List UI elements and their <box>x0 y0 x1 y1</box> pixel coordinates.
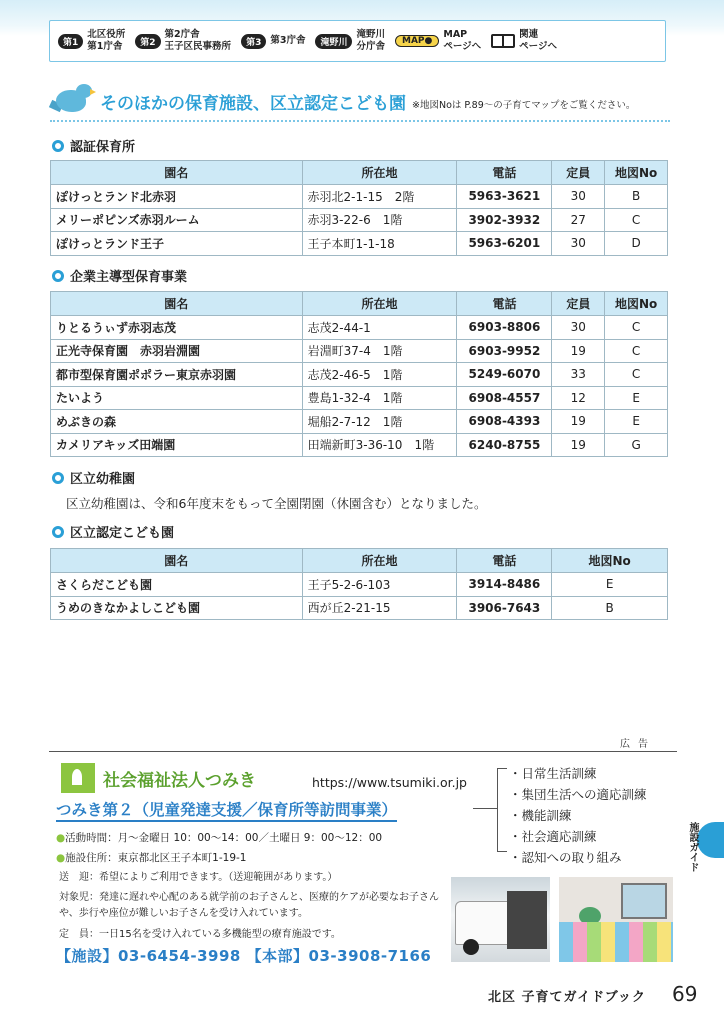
ad-service-name: つみき第２（児童発達支援／保育所等訪問事業） <box>56 798 397 822</box>
map-icon: MAP● <box>395 35 439 47</box>
table-row <box>51 339 668 363</box>
col-name: 園名 <box>51 292 303 316</box>
van-photo <box>451 877 550 962</box>
facility-capacity: 27 <box>552 208 605 232</box>
legend-badge: 第3 <box>241 34 266 49</box>
facility-address: 田端新町3-36-10 1階 <box>302 433 457 457</box>
legend-badge: 第1 <box>58 34 83 49</box>
kindergarten-note: 区立幼稚園は、令和6年度末をもって全園閉園（休園含む）となりました。 <box>66 496 487 511</box>
legend-item <box>58 29 125 53</box>
ad-target: 対象児：発達に遅れや心配のある就学前のお子さんと、医療的ケアが必要なお子さんや、歩行や座位が難しいお子さんを受け入れています。 <box>59 892 439 919</box>
bird-icon <box>50 80 96 120</box>
ad-label: 広告 <box>620 739 656 750</box>
facility-address: 王子5-2-6-103 <box>302 573 457 597</box>
facility-address: 赤羽3-22-6 1階 <box>302 208 457 232</box>
corporate-table <box>50 291 668 457</box>
facility-capacity: 12 <box>552 386 605 410</box>
col-tel: 電話 <box>457 549 552 573</box>
connector-line <box>473 808 497 809</box>
facility-tel: 5963-6201 <box>457 232 552 256</box>
facility-tel: 5963-3621 <box>457 185 552 209</box>
facility-tel: 6903-9952 <box>457 339 552 363</box>
facility-name: カメリアキッズ田端園 <box>51 433 303 457</box>
facility-capacity: 30 <box>552 185 605 209</box>
legend-text: 第3庁舎 <box>270 35 306 46</box>
ad-org-name: 社会福祉法人つみき <box>103 771 256 791</box>
facility-name: さくらだこども園 <box>51 573 303 597</box>
col-capacity: 定員 <box>552 292 605 316</box>
col-address: 所在地 <box>302 549 457 573</box>
legend-map-text: MAP ページへ <box>443 29 482 52</box>
subheading-label: 企業主導型保育事業 <box>70 270 188 285</box>
col-map: 地図No <box>605 292 668 316</box>
playroom-photo <box>559 877 673 962</box>
col-name: 園名 <box>51 161 303 185</box>
tsumiki-logo-icon <box>61 763 95 793</box>
facility-address: 豊島1-32-4 1階 <box>302 386 457 410</box>
facility-map: G <box>605 433 668 457</box>
table-row <box>51 232 668 256</box>
training-item: ・集団生活への適応訓練 <box>509 787 647 802</box>
training-list <box>509 763 647 868</box>
side-tab-label: 施設ガイド <box>687 822 698 872</box>
facility-tel: 6240-8755 <box>457 433 552 457</box>
facility-address: 王子本町1-1-18 <box>302 232 457 256</box>
legend-item <box>315 29 385 53</box>
building-legend <box>49 20 666 62</box>
table-row <box>51 573 668 597</box>
legend-item <box>135 29 231 53</box>
facility-tel: 3902-3932 <box>457 208 552 232</box>
facility-address: 志茂2-46-5 1階 <box>302 363 457 387</box>
facility-tel: 5249-6070 <box>457 363 552 387</box>
facility-map: C <box>605 363 668 387</box>
bullet-icon <box>52 526 64 538</box>
facility-capacity: 30 <box>552 232 605 256</box>
facility-capacity: 30 <box>552 316 605 340</box>
subheading-certified <box>52 136 135 155</box>
facility-map: E <box>605 410 668 434</box>
ad-hours: ●活動時間：月〜金曜日 10：00〜14：00／土曜日 9：00〜12：00 <box>56 832 383 844</box>
table-header-row <box>51 549 668 573</box>
col-name: 園名 <box>51 549 303 573</box>
facility-address: 堀船2-7-12 1階 <box>302 410 457 434</box>
facility-map: E <box>605 386 668 410</box>
col-map: 地図No <box>605 161 668 185</box>
legend-badge: 第2 <box>135 34 160 49</box>
subheading-label: 区立認定こども園 <box>70 526 175 541</box>
facility-name: 都市型保育園ポポラー東京赤羽園 <box>51 363 303 387</box>
subheading-label: 認証保育所 <box>70 140 136 155</box>
col-map: 地図No <box>552 549 668 573</box>
section-header <box>50 82 670 122</box>
training-item: ・認知への取り組み <box>509 850 622 865</box>
legend-related <box>491 29 557 53</box>
side-tab-marker[interactable] <box>697 822 724 858</box>
facility-tel: 6908-4557 <box>457 386 552 410</box>
bullet-icon <box>52 140 64 152</box>
table-header-row <box>51 292 668 316</box>
facility-map: D <box>605 232 668 256</box>
facility-capacity: 19 <box>552 410 605 434</box>
facility-name: めぶきの森 <box>51 410 303 434</box>
col-tel: 電話 <box>457 292 552 316</box>
bullet-icon <box>52 472 64 484</box>
facility-name: メリーポピンズ赤羽ルーム <box>51 208 303 232</box>
legend-related-text: 関連 ページへ <box>519 29 557 52</box>
facility-map: C <box>605 208 668 232</box>
facility-name: ぽけっとランド北赤羽 <box>51 185 303 209</box>
facility-capacity: 19 <box>552 433 605 457</box>
ad-pickup: 送 迎：希望によりご利用できます。（送迎範囲があります。） <box>59 872 338 883</box>
facility-name: ぽけっとランド王子 <box>51 232 303 256</box>
table-row <box>51 596 668 620</box>
certified-table <box>50 160 668 256</box>
legend-map <box>395 29 481 53</box>
facility-map: B <box>605 185 668 209</box>
ad-phone-numbers: 【施設】03-6454-3998 【本部】03-3908-7166 <box>56 947 432 965</box>
facility-address: 赤羽北2-1-15 2階 <box>302 185 457 209</box>
table-header-row <box>51 161 668 185</box>
facility-tel: 3914-8486 <box>457 573 552 597</box>
table-row <box>51 185 668 209</box>
facility-tel: 3906-7643 <box>457 596 552 620</box>
legend-item <box>241 34 305 49</box>
section-note: ※地図Noは P.89〜の子育てマップをご覧ください。 <box>412 100 636 111</box>
facility-address: 志茂2-44-1 <box>302 316 457 340</box>
bracket-line <box>497 768 507 852</box>
facility-map: E <box>552 573 668 597</box>
facility-address: 西が丘2-21-15 <box>302 596 457 620</box>
table-row <box>51 386 668 410</box>
page-number: 69 <box>672 982 698 1006</box>
training-item: ・機能訓練 <box>509 808 572 823</box>
book-icon <box>491 34 515 48</box>
facility-address: 岩淵町37-4 1階 <box>302 339 457 363</box>
ad-capacity: 定 員：一日15名を受け入れている多機能型の療育施設です。 <box>59 929 341 940</box>
table-row <box>51 410 668 434</box>
ad-address: ●施設住所：東京都北区王子本町1-19-1 <box>56 852 247 864</box>
kodomoen-table <box>50 548 668 620</box>
legend-text: 滝野川 分庁舎 <box>356 29 385 52</box>
bullet-icon <box>52 270 64 282</box>
facility-map: B <box>552 596 668 620</box>
subheading-corporate <box>52 266 187 285</box>
legend-text: 第2庁舎 王子区民事務所 <box>164 29 232 52</box>
subheading-label: 区立幼稚園 <box>70 472 136 487</box>
footer-book-title: 北区 子育てガイドブック <box>488 990 646 1005</box>
training-item: ・社会適応訓練 <box>509 829 597 844</box>
facility-capacity: 33 <box>552 363 605 387</box>
table-row <box>51 316 668 340</box>
section-title: そのほかの保育施設、区立認定こども園 <box>100 94 406 114</box>
table-row <box>51 433 668 457</box>
facility-tel: 6908-4393 <box>457 410 552 434</box>
facility-name: りとるうぃず赤羽志茂 <box>51 316 303 340</box>
ad-url[interactable]: https://www.tsumiki.or.jp <box>312 775 467 790</box>
col-capacity: 定員 <box>552 161 605 185</box>
advertisement <box>49 751 677 979</box>
facility-map: C <box>605 339 668 363</box>
col-address: 所在地 <box>302 161 457 185</box>
training-item: ・日常生活訓練 <box>509 766 597 781</box>
facility-name: たいよう <box>51 386 303 410</box>
facility-name: うめのきなかよしこども園 <box>51 596 303 620</box>
col-address: 所在地 <box>302 292 457 316</box>
facility-tel: 6903-8806 <box>457 316 552 340</box>
legend-badge: 滝野川 <box>315 34 352 49</box>
table-row <box>51 363 668 387</box>
subheading-kindergarten <box>52 468 135 487</box>
facility-map: C <box>605 316 668 340</box>
legend-text: 北区役所 第1庁舎 <box>87 29 126 52</box>
facility-name: 正光寺保育園 赤羽岩淵園 <box>51 339 303 363</box>
table-row <box>51 208 668 232</box>
subheading-kodomoen <box>52 522 174 541</box>
col-tel: 電話 <box>457 161 552 185</box>
facility-capacity: 19 <box>552 339 605 363</box>
